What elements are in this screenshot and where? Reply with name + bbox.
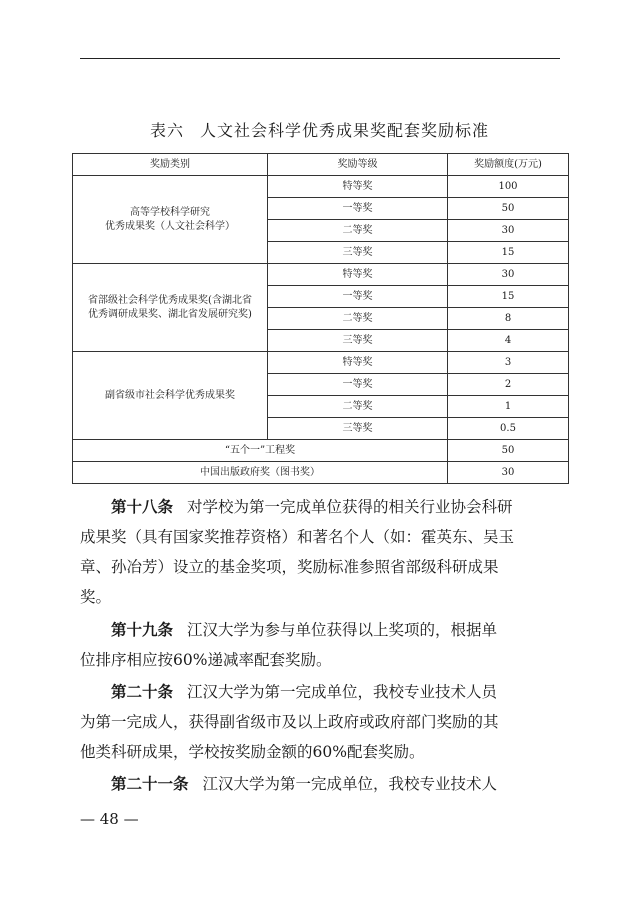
level-cell: 一等奖 bbox=[268, 286, 448, 308]
category-cell bbox=[73, 352, 268, 440]
amount-cell: 15 bbox=[448, 286, 569, 308]
article-text: 江汉大学为第一完成单位，我校专业技术人员 bbox=[187, 683, 498, 701]
article-18 bbox=[80, 492, 560, 612]
amount-cell: 30 bbox=[448, 220, 569, 242]
level-cell: 一等奖 bbox=[268, 198, 448, 220]
category-line: 优秀调研成果奖、湖北省发展研究奖) bbox=[88, 308, 252, 320]
article-label: 第二十一条 bbox=[111, 774, 189, 793]
article-label: 第二十条 bbox=[111, 682, 174, 701]
amount-cell: 3 bbox=[448, 352, 569, 374]
table-row bbox=[73, 462, 569, 484]
level-cell: 一等奖 bbox=[268, 374, 448, 396]
amount-cell: 2 bbox=[448, 374, 569, 396]
level-cell: 二等奖 bbox=[268, 220, 448, 242]
article-20-line-3: 他类科研成果，学校按奖励金额的60%配套奖励。 bbox=[80, 743, 425, 761]
amount-cell: 15 bbox=[448, 242, 569, 264]
award-standards-table bbox=[72, 153, 569, 484]
category-line: 高等学校科学研究 bbox=[130, 206, 210, 218]
table-title-label: 表六 bbox=[149, 121, 184, 140]
table-title bbox=[0, 118, 639, 141]
amount-cell: 4 bbox=[448, 330, 569, 352]
article-20-line-1 bbox=[80, 677, 560, 707]
amount-cell: 50 bbox=[448, 440, 569, 462]
table-header-row bbox=[73, 154, 569, 176]
level-cell: 二等奖 bbox=[268, 308, 448, 330]
level-cell: 三等奖 bbox=[268, 330, 448, 352]
header-category: 奖励类别 bbox=[73, 154, 268, 176]
award-name-cell: 中国出版政府奖（图书奖） bbox=[73, 462, 448, 484]
article-19-line-1 bbox=[80, 615, 560, 645]
article-18-line-1 bbox=[80, 492, 560, 522]
article-text: 对学校为第一完成单位获得的相关行业协会科研 bbox=[187, 498, 513, 516]
amount-cell: 30 bbox=[448, 462, 569, 484]
level-cell: 特等奖 bbox=[268, 352, 448, 374]
amount-cell: 0.5 bbox=[448, 418, 569, 440]
category-line: 省部级社会科学优秀成果奖(含湖北省 bbox=[88, 294, 252, 306]
article-21 bbox=[80, 769, 560, 799]
table-row bbox=[73, 440, 569, 462]
article-18-line-2: 成果奖（具有国家奖推荐资格）和著名个人（如：霍英东、吴玉 bbox=[80, 528, 515, 546]
article-20-line-2: 为第一完成人，获得副省级市及以上政府或政府部门奖励的其 bbox=[80, 713, 499, 731]
article-19-line-2: 位排序相应按60%递减率配套奖励。 bbox=[80, 651, 332, 669]
article-text: 江汉大学为参与单位获得以上奖项的，根据单 bbox=[187, 621, 498, 639]
article-18-line-4: 奖。 bbox=[80, 588, 112, 606]
article-21-line-1 bbox=[80, 769, 560, 799]
amount-cell: 1 bbox=[448, 396, 569, 418]
category-cell bbox=[73, 176, 268, 264]
level-cell: 特等奖 bbox=[268, 176, 448, 198]
category-line: 优秀成果奖（人文社会科学） bbox=[105, 220, 235, 232]
category-cell bbox=[73, 264, 268, 352]
header-amount: 奖励额度(万元) bbox=[448, 154, 569, 176]
level-cell: 特等奖 bbox=[268, 264, 448, 286]
table-title-text: 人文社会科学优秀成果奖配套奖励标准 bbox=[200, 121, 490, 140]
award-name-cell: “五个一”工程奖 bbox=[73, 440, 448, 462]
amount-cell: 100 bbox=[448, 176, 569, 198]
level-cell: 三等奖 bbox=[268, 418, 448, 440]
table-row bbox=[73, 176, 569, 198]
amount-cell: 30 bbox=[448, 264, 569, 286]
article-20 bbox=[80, 677, 560, 767]
table-row bbox=[73, 352, 569, 374]
table-row bbox=[73, 264, 569, 286]
level-cell: 三等奖 bbox=[268, 242, 448, 264]
amount-cell: 50 bbox=[448, 198, 569, 220]
article-label: 第十九条 bbox=[111, 620, 174, 639]
article-18-line-3: 章、孙冶芳）设立的基金奖项，奖励标准参照省部级科研成果 bbox=[80, 558, 499, 576]
header-level: 奖励等级 bbox=[268, 154, 448, 176]
amount-cell: 8 bbox=[448, 308, 569, 330]
article-19 bbox=[80, 615, 560, 675]
level-cell: 二等奖 bbox=[268, 396, 448, 418]
header-rule bbox=[80, 58, 560, 59]
article-label: 第十八条 bbox=[111, 497, 174, 516]
article-text: 江汉大学为第一完成单位，我校专业技术人 bbox=[202, 775, 498, 793]
category-line: 副省级市社会科学优秀成果奖 bbox=[105, 389, 235, 401]
page-number: — 48 — bbox=[80, 810, 139, 828]
